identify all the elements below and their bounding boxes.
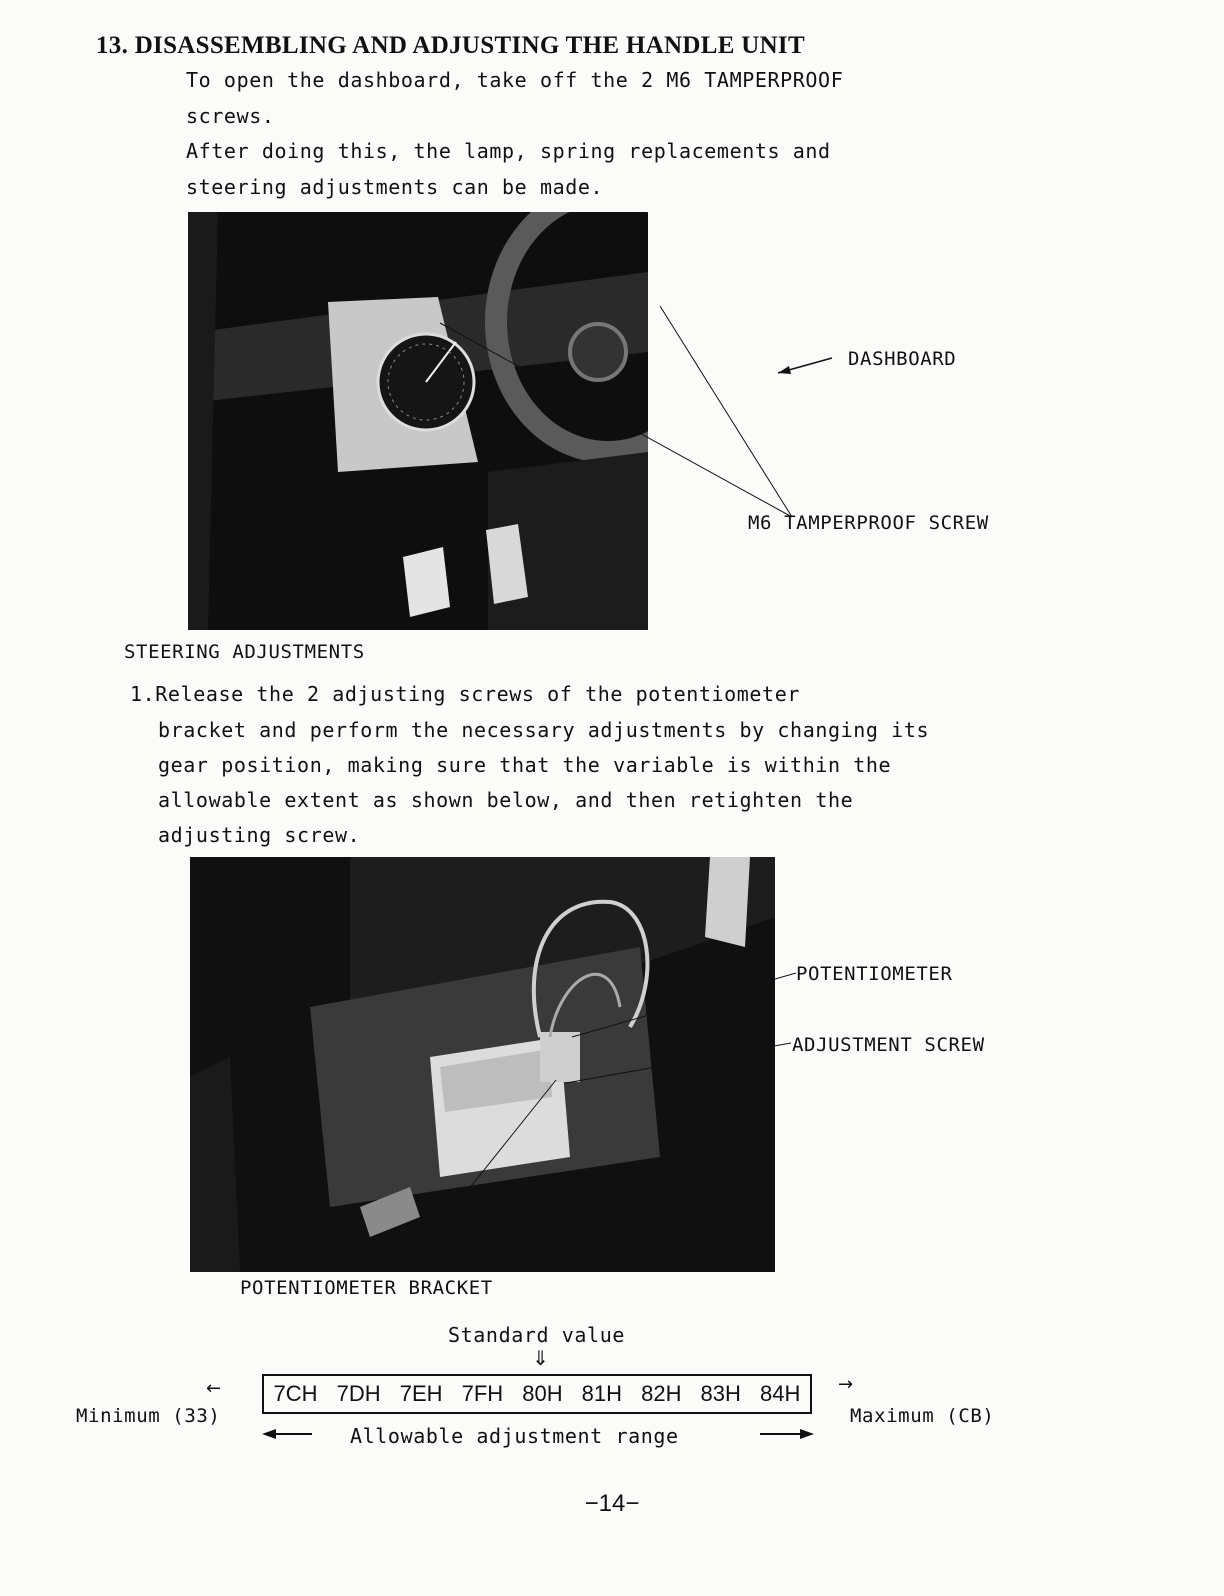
intro-line-2: screws. [186, 104, 275, 128]
intro-line-4: steering adjustments can be made. [186, 175, 604, 199]
maximum-label: Maximum (CB) [850, 1405, 995, 1427]
range-value: 82H [641, 1381, 682, 1406]
allowable-values-box [262, 1374, 812, 1414]
step1-line-3: gear position, making sure that the variable is within the [158, 753, 892, 777]
minimum-arrow: ← [206, 1378, 222, 1399]
intro-line-3: After doing this, the lamp, spring replacements and [186, 139, 831, 163]
range-value: 7FH [461, 1381, 504, 1406]
steering-title: STEERING ADJUSTMENTS [124, 641, 365, 663]
standard-value-arrow: ⇓ [532, 1346, 549, 1370]
section-heading: 13. DISASSEMBLING AND ADJUSTING THE HANDLE UNIT [96, 32, 805, 59]
step1-line-2: bracket and perform the necessary adjustments by changing its [158, 718, 930, 742]
allowable-range-label: Allowable adjustment range [350, 1424, 679, 1448]
step1-line-4: allowable extent as shown below, and then retighten the [158, 788, 854, 812]
dashboard-callout: DASHBOARD [848, 348, 957, 370]
step1-line-1: 1.Release the 2 adjusting screws of the potentiometer [130, 682, 800, 706]
step1-line-5: adjusting screw. [158, 823, 361, 847]
range-value: 80H [522, 1381, 563, 1406]
range-value: 83H [700, 1381, 741, 1406]
range-value: 81H [581, 1381, 623, 1406]
adjustment-screw-callout: ADJUSTMENT SCREW [792, 1034, 985, 1056]
range-value: 7EH [399, 1381, 443, 1406]
range-value: 7DH [336, 1381, 381, 1406]
minimum-label: Minimum (33) [76, 1405, 221, 1427]
standard-value-label: Standard value [448, 1323, 625, 1347]
potentiometer-callout: POTENTIOMETER [796, 963, 953, 985]
intro-line-1: To open the dashboard, take off the 2 M6 TAMPERPROOF [186, 68, 844, 92]
page-number: −14− [584, 1490, 640, 1517]
range-value: 84H [759, 1381, 801, 1406]
potentiometer-bracket-callout: POTENTIOMETER BRACKET [240, 1277, 493, 1299]
tamperproof-screw-callout: M6 TAMPERPROOF SCREW [748, 512, 989, 534]
maximum-arrow: → [838, 1374, 854, 1395]
range-value: 7CH [273, 1381, 318, 1406]
